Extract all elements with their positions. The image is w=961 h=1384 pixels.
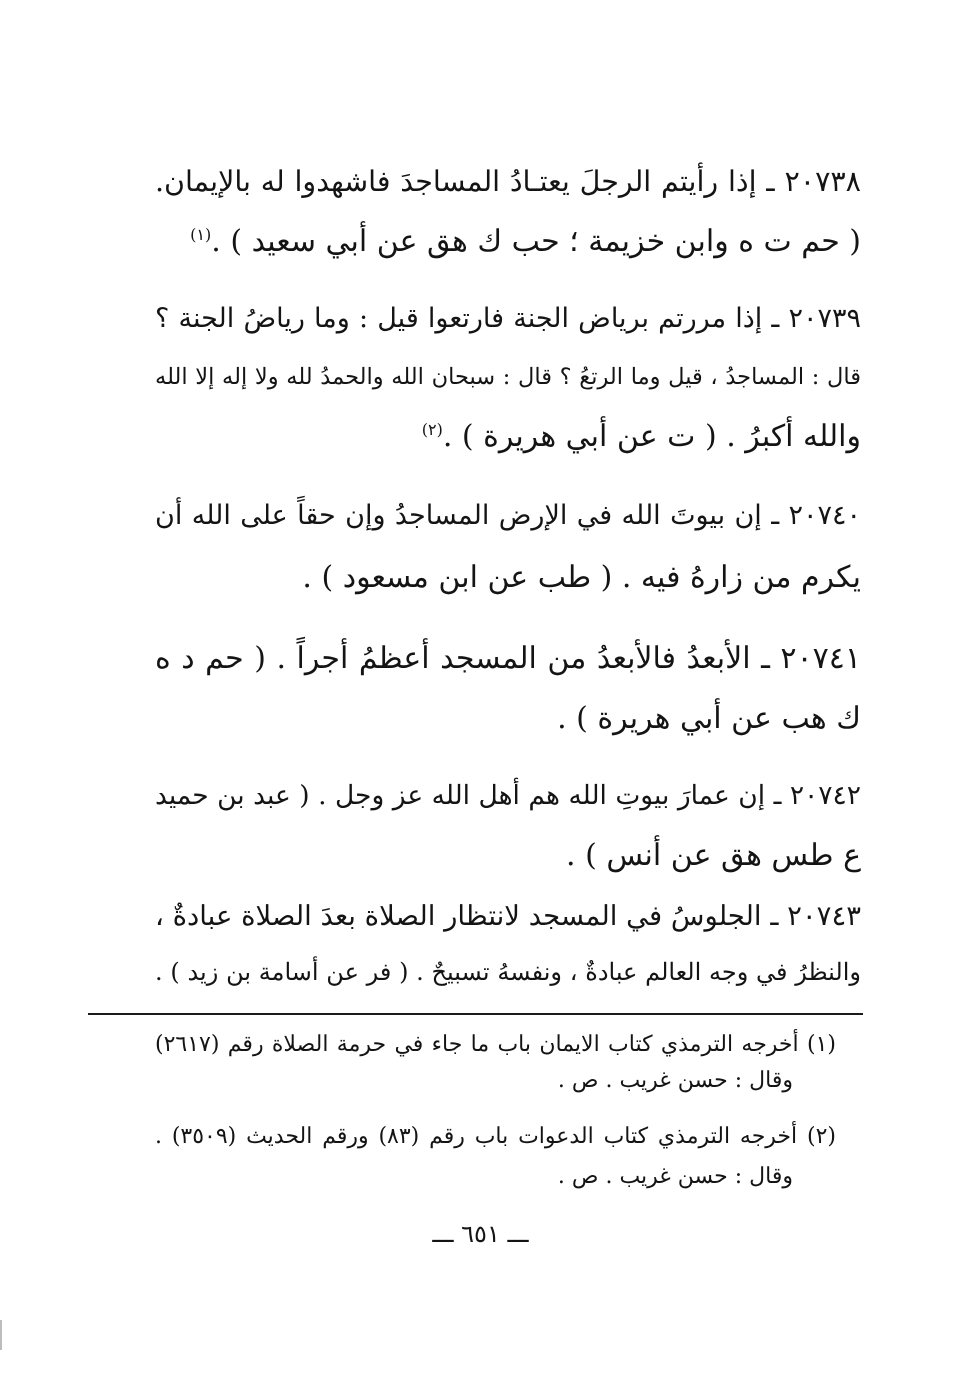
footnote-marker-2[interactable]: (٢) bbox=[421, 420, 443, 439]
footnote-1-line-2: وقال : حسن غريب . ص . bbox=[557, 1068, 793, 1093]
footnote-2-line-2: وقال : حسن غريب . ص . bbox=[557, 1164, 793, 1189]
hadith-20738-line-2-text: ( حم ت ه وابن خزيمة ؛ حب ك هق عن أبي سعيد ) . bbox=[211, 224, 861, 259]
footnote-1-line-1: (١) أخرجه الترمذي كتاب الايمان باب ما جاء في حرمة الصلاة رقم (٢٦١٧) bbox=[155, 1032, 836, 1057]
hadith-20743-line-2: والنظرُ في وجه العالم عبادةٌ ، ونفسهُ تسبيحٌ . ( فر عن أسامة بن زيد ) . bbox=[155, 958, 861, 986]
hadith-20742-line-2: ع طس هق عن أنس ) . bbox=[566, 838, 861, 873]
hadith-20743-line-1: ٢٠٧٤٣ ـ الجلوسُ في المسجد لانتظار الصلاة بعدَ الصلاة عبادةٌ ، bbox=[155, 900, 861, 932]
hadith-20739-line-1: ٢٠٧٣٩ ـ إذا مررتم برياض الجنة فارتعوا قيل : وما رياضُ الجنة ؟ bbox=[155, 303, 861, 334]
footnote-2-line-1: (٢) أخرجه الترمذي كتاب الدعوات باب رقم (٨٣) ورقم الحديث (٣٥٠٩) . bbox=[155, 1124, 836, 1149]
hadith-20738-line-1: ٢٠٧٣٨ ـ إذا رأيتم الرجلَ يعتـادُ المساجدَ فاشهدوا له بالإيمان. bbox=[155, 165, 861, 198]
hadith-20740-line-2: يكرم من زارهُ فيه . ( طب عن ابن مسعود ) . bbox=[302, 560, 861, 595]
hadith-20739-line-3-text: والله أكبرُ . ( ت عن أبي هريرة ) . bbox=[442, 419, 861, 454]
hadith-20739-line-3 bbox=[155, 415, 861, 459]
scan-edge-mark bbox=[0, 1320, 2, 1350]
hadith-20742-line-1: ٢٠٧٤٢ ـ إن عمارَ بيوتِ الله هم أهل الله عز وجل . ( عبد بن حميد bbox=[155, 780, 861, 811]
hadith-20741-line-2: ك هب عن أبي هريرة ) . bbox=[557, 701, 861, 736]
page-number: ـــ ٦٥١ ـــ bbox=[432, 1220, 529, 1248]
hadith-20738-line-2 bbox=[155, 220, 861, 264]
hadith-20739-line-2: قال : المساجدُ ، قيل وما الرتعُ ؟ قال : سبحان الله والحمدُ لله ولا إله إلا الله bbox=[155, 364, 861, 390]
footnote-separator bbox=[88, 1013, 863, 1015]
footnote-marker-1[interactable]: (١) bbox=[190, 225, 212, 244]
hadith-20740-line-1: ٢٠٧٤٠ ـ إن بيوتَ الله في الإرض المساجدُ وإن حقاً على الله أن bbox=[155, 500, 861, 531]
hadith-20741-line-1: ٢٠٧٤١ ـ الأبعدُ فالأبعدُ من المسجد أعظمُ أجراً . ( حم د ه bbox=[155, 641, 861, 676]
